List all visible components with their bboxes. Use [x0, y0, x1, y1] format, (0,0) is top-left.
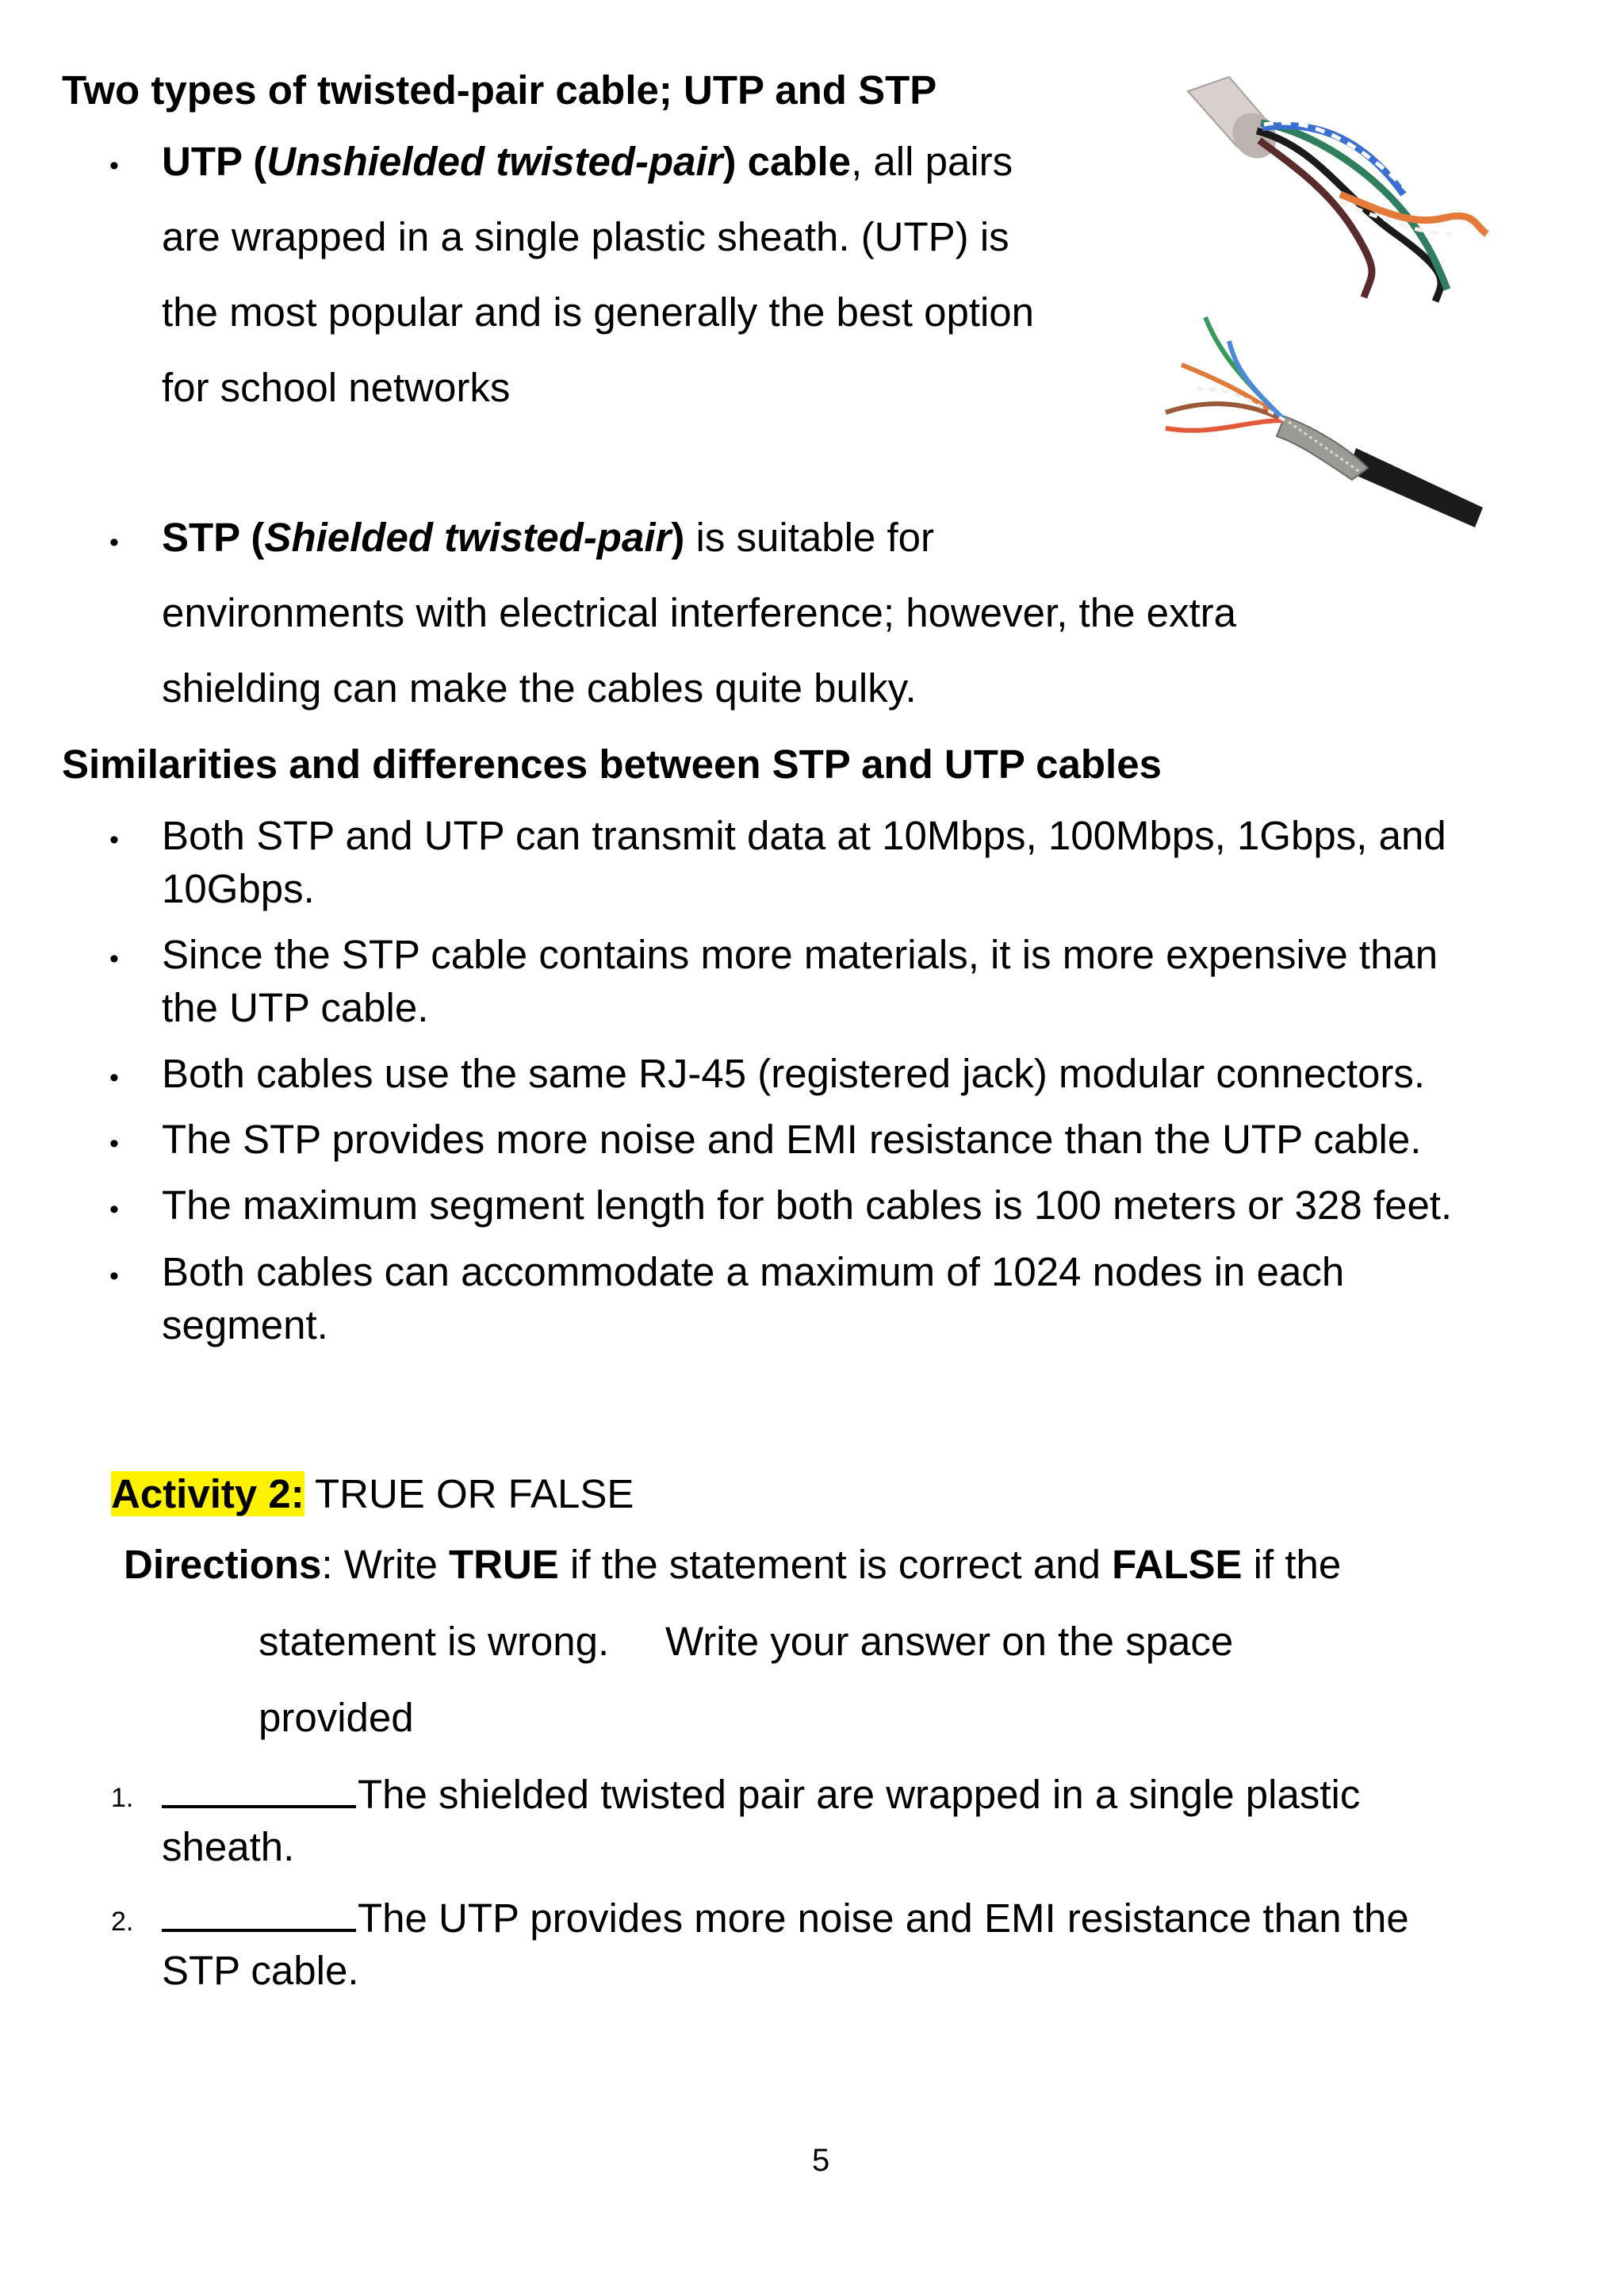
question-line [162, 1773, 1360, 1815]
bullet: • [109, 1063, 119, 1093]
similarity-item-line: The maximum segment length for both cables is 100 meters or 328 feet. [162, 1182, 1453, 1228]
false-word: FALSE [1112, 1542, 1243, 1587]
bullet: • [109, 944, 119, 974]
section-heading-similarities: Similarities and differences between STP and UTP cables [62, 742, 1162, 787]
answer-blank[interactable] [162, 1773, 356, 1808]
directions-text: if the statement is correct and [558, 1542, 1113, 1587]
utp-line: the most popular and is generally the best option [162, 289, 1035, 335]
utp-term-italic: Unshielded twisted-pair [266, 139, 723, 184]
stp-term-close: ) [671, 515, 685, 560]
utp-line: for school networks [162, 365, 511, 410]
bullet: • [109, 825, 119, 855]
bullet: • [109, 1194, 119, 1225]
similarity-item-line: segment. [162, 1302, 328, 1347]
answer-blank[interactable] [162, 1897, 356, 1932]
question-number: 1. [111, 1783, 134, 1813]
utp-term-close: ) cable [722, 139, 852, 184]
bullet: • [109, 151, 119, 181]
question-line [162, 1895, 1409, 1941]
question-text: The UTP provides more noise and EMI resistance than the [358, 1895, 1409, 1941]
stp-rest: is suitable for [684, 515, 934, 560]
true-word: TRUE [448, 1542, 559, 1587]
activity-type: TRUE OR FALSE [304, 1471, 634, 1516]
stp-definition-first-line [162, 517, 934, 558]
utp-rest: , all pairs [851, 139, 1013, 184]
section-heading-cable-types: Two types of twisted-pair cable; UTP and STP [62, 67, 937, 113]
stp-term-italic: Shielded twisted-pair [264, 515, 672, 560]
activity-title [111, 1471, 634, 1516]
similarity-item-line: the UTP cable. [162, 985, 429, 1030]
question-line: STP cable. [162, 1948, 359, 1993]
similarity-item-line: Both STP and UTP can transmit data at 10Mbps, 100Mbps, 1Gbps, and [162, 813, 1446, 858]
directions-line [124, 1544, 1341, 1585]
bullet: • [109, 1261, 119, 1291]
directions-text: if the [1242, 1542, 1342, 1587]
stp-cable-image [1158, 309, 1491, 531]
bullet: • [109, 527, 119, 558]
similarity-item-line: Both cables use the same RJ-45 (registered jack) modular connectors. [162, 1051, 1426, 1096]
utp-cable-image [1182, 75, 1491, 305]
stp-line: shielding can make the cables quite bulky. [162, 665, 917, 711]
question-text: The shielded twisted pair are wrapped in a single plastic [358, 1772, 1361, 1817]
stp-line: environments with electrical interference; however, the extra [162, 590, 1236, 635]
directions-label: Directions [124, 1542, 322, 1587]
directions-line: statement is wrong. Write your answer on the space [259, 1619, 1234, 1664]
activity-label: Activity 2: [111, 1471, 304, 1516]
utp-definition-first-line [162, 141, 1013, 182]
similarity-item-line: Since the STP cable contains more materials, it is more expensive than [162, 932, 1438, 977]
similarity-item-line: The STP provides more noise and EMI resistance than the UTP cable. [162, 1117, 1422, 1162]
page-number: 5 [812, 2143, 830, 2178]
bullet: • [109, 1129, 119, 1159]
stp-term-open: STP ( [162, 515, 265, 560]
utp-line: are wrapped in a single plastic sheath. (UTP) is [162, 214, 1009, 259]
question-number: 2. [111, 1907, 134, 1937]
utp-term-open: UTP ( [162, 139, 267, 184]
directions-line: provided [259, 1695, 414, 1740]
similarity-item-line: 10Gbps. [162, 866, 315, 911]
similarity-item-line: Both cables can accommodate a maximum of 1024 nodes in each [162, 1249, 1345, 1294]
question-line: sheath. [162, 1824, 295, 1869]
directions-text: : Write [321, 1542, 449, 1587]
